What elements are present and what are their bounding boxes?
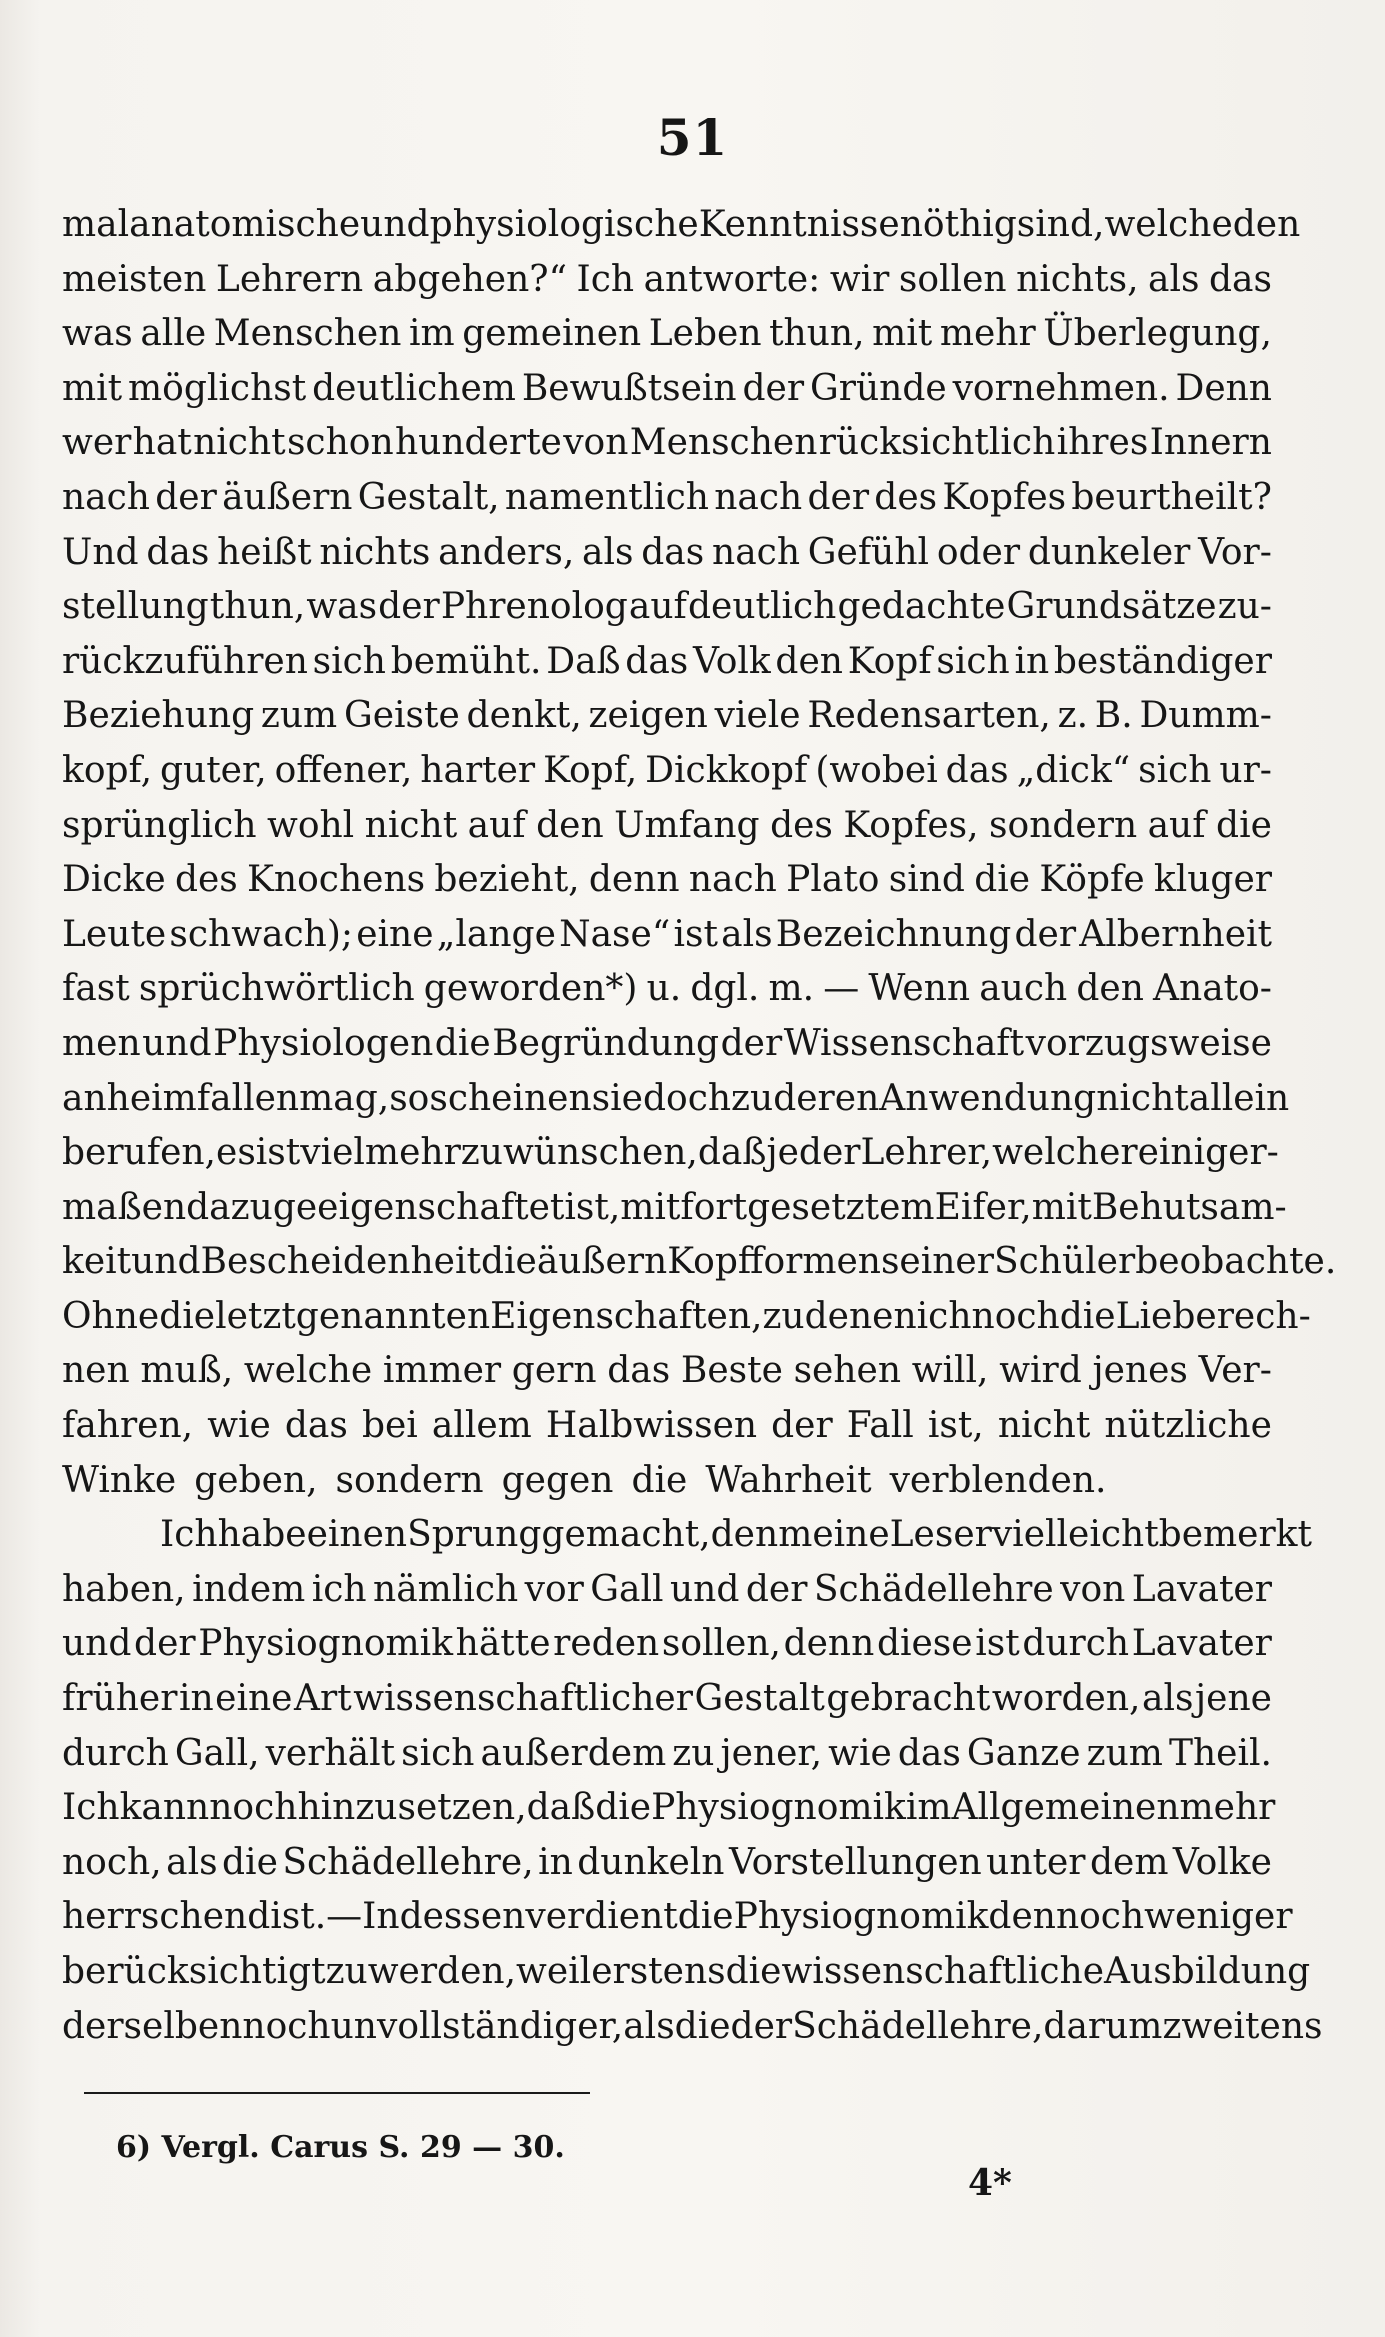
text-line: Ohne die letztgenannten Eigenschaften, zu denen ich noch die Liebe rech- [62, 1295, 1311, 1337]
text-line: berücksichtigt zu werden, weil erstens die wissenschaftliche Ausbildung [62, 1951, 1311, 1992]
text-line: wer hat nicht schon hunderte von Menschen rücksichtlich ihres Innern [62, 422, 1272, 464]
text-line: men und Physiologen die Begründung der Wissenschaft vorzugsweise [62, 1022, 1272, 1064]
text-line: nach der äußern Gestalt, namentlich nach der des Kopfes beurtheilt? [62, 476, 1272, 518]
text-line: anheimfallen mag, so scheinen sie doch zu deren Anwendung nicht allein [62, 1077, 1290, 1119]
text-line: rückzuführen sich bemüht. Daß das Volk den Kopf sich in beständiger [62, 640, 1272, 682]
text-line: und der Physiognomik hätte reden sollen, denn diese ist durch Lavater [62, 1623, 1272, 1665]
text-line: haben, indem ich nämlich vor Gall und der Schädellehre von Lavater [62, 1568, 1272, 1610]
text-line: durch Gall, verhält sich außerdem zu jener, wie das Ganze zum Theil. [62, 1732, 1272, 1774]
text-line: mal anatomische und physiologische Kenntnisse nöthig sind, welche den [62, 204, 1301, 245]
text-line: fast sprüchwörtlich geworden*) u. dgl. m. — Wenn auch den Anato- [62, 968, 1272, 1010]
text-line: derselben noch unvollständiger, als die der Schädellehre, darum zweitens [62, 2005, 1323, 2047]
footnote: 6) Vergl. Carus S. 29 — 30. [116, 2130, 565, 2165]
text-line: früher in eine Art wissenschaftlicher Gestalt gebracht worden, als jene [62, 1678, 1272, 1720]
text-line: Leute schwach); eine „lange Nase“ ist als Bezeichnung der Albernheit [62, 913, 1272, 955]
text-line: Und das heißt nichts anders, als das nach Gefühl oder dunkeler Vor- [62, 531, 1272, 573]
text-line: Ich kann noch hinzusetzen, daß die Physiognomik im Allgemeinen mehr [62, 1787, 1276, 1829]
text-line: nen muß, welche immer gern das Beste sehen will, wird jenes Ver- [62, 1350, 1272, 1392]
page-number: 51 [656, 108, 729, 167]
signature-mark: 4* [968, 2162, 1012, 2204]
footnote-rule [84, 2092, 590, 2094]
text-line: kopf, guter, offener, harter Kopf, Dickkopf (wobei das „dick“ sich ur- [62, 749, 1272, 791]
text-line: Ich habe einen Sprung gemacht, den meine Leser vielleicht bemerkt [160, 1514, 1312, 1556]
text-line: fahren, wie das bei allem Halbwissen der Fall ist, nicht nützliche [62, 1405, 1272, 1447]
text-line: keit und Bescheidenheit die äußern Kopfformen seiner Schüler beobachte. [62, 1241, 1337, 1283]
text-line: Winke geben, sondern gegen die Wahrheit verblenden. [62, 1459, 1107, 1501]
text-line: Beziehung zum Geiste denkt, zeigen viele Redensarten, z. B. Dumm- [62, 695, 1272, 737]
text-line: noch, als die Schädellehre, in dunkeln Vorstellungen unter dem Volke [62, 1841, 1272, 1883]
text-line: mit möglichst deutlichem Bewußtsein der Gründe vornehmen. Denn [62, 367, 1272, 409]
body-text [62, 198, 1337, 2054]
text-line: berufen, es ist vielmehr zu wünschen, daß jeder Lehrer, welcher einiger- [62, 1132, 1279, 1174]
text-line: Dicke des Knochens bezieht, denn nach Plato sind die Köpfe kluger [62, 859, 1272, 901]
text-line: meisten Lehrern abgehen?“ Ich antworte: wir sollen nichts, als das [62, 258, 1272, 300]
text-line: stellung thun, was der Phrenolog auf deutlich gedachte Grundsätze zu- [62, 586, 1272, 628]
text-line: sprünglich wohl nicht auf den Umfang des Kopfes, sondern auf die [62, 804, 1272, 846]
text-line: herrschend ist. — Indessen verdient die Physiognomik dennoch weniger [62, 1896, 1293, 1938]
text-line: was alle Menschen im gemeinen Leben thun, mit mehr Überlegung, [62, 313, 1272, 355]
text-line: maßen dazu geeigenschaftet ist, mit fortgesetztem Eifer, mit Behutsam- [62, 1186, 1287, 1228]
